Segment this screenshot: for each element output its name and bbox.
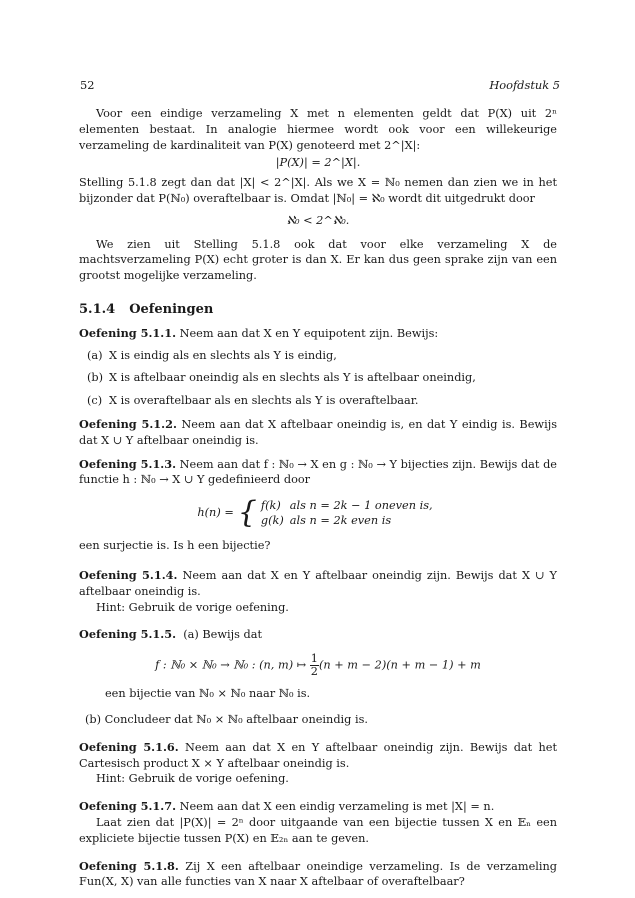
exercise-text: Neem aan dat X aftelbaar oneindig is, en dat Y eindig is. Bewijs dat X ∪ Y aftelbaar oneindig is. xyxy=(79,417,558,447)
exercise-5-1-1 xyxy=(79,326,557,409)
fraction-numerator: 1 xyxy=(310,652,318,666)
section-heading xyxy=(79,302,557,318)
exercise-text: Neem aan dat f : ℕ₀ → X en g : ℕ₀ → Y bijecties zijn. Bewijs dat de functie h : ℕ₀ → X ∪ Y gedefinieerd door xyxy=(79,457,557,487)
exercise-text-continued: Laat zien dat |P(X)| = 2ⁿ door uitgaande van een bijectie tussen X en 𝔼ₙ een expliciete bijectie tussen P(X) en 𝔼₂ₙ aan te geven. xyxy=(79,815,557,845)
exercise-hint: Hint: Gebruik de vorige oefening. xyxy=(96,772,289,786)
list-item xyxy=(87,393,557,409)
exercise-5-1-4 xyxy=(79,568,557,615)
sub-label-a: (a) xyxy=(183,628,199,642)
equation-aleph: ℵ₀ < 2^ℵ₀. xyxy=(286,213,350,227)
bijection-formula xyxy=(79,653,557,678)
exercise-5-1-8 xyxy=(79,859,557,891)
exercise-text: Neem aan dat X en Y equipotent zijn. Bewijs: xyxy=(179,326,439,340)
item-text: X is overaftelbaar als en slechts als Y is overaftelbaar. xyxy=(109,394,419,408)
exercise-text: Neem aan dat X en Y aftelbaar oneindig zijn. Bewijs dat X ∪ Y aftelbaar oneindig is. xyxy=(79,568,557,598)
equation-cardinality: |P(X)| = 2^|X|. xyxy=(275,156,361,170)
intro-paragraph-1: Voor een eindige verzameling X met n elementen geldt dat P(X) uit 2ⁿ elementen bestaat. In analogie hiermee wordt ook voor een willekeurige verzameling de kardinaliteit van P(X) genoteerd met 2^|X|: xyxy=(79,107,557,152)
case-1-value: f(k) xyxy=(260,499,281,513)
exercise-5-1-7 xyxy=(79,799,557,846)
exercise-5-1-3 xyxy=(79,457,557,554)
exercise-label: Oefening 5.1.8. xyxy=(79,858,179,873)
section-title: Oefeningen xyxy=(129,301,214,317)
exercise-label: Oefening 5.1.1. xyxy=(79,325,177,340)
list-item xyxy=(87,348,557,364)
page-number: 52 xyxy=(80,78,95,92)
sub-label-b: (b) xyxy=(85,712,102,726)
sub-text-b: Concludeer dat ℕ₀ × ℕ₀ aftelbaar oneindig is. xyxy=(104,712,368,726)
exercise-text: Neem aan dat X en Y aftelbaar oneindig zijn. Bewijs dat het Cartesisch product X × Y aftelbaar oneindig is. xyxy=(79,740,558,770)
exercise-label: Oefening 5.1.7. xyxy=(79,799,177,814)
exercise-hint: Hint: Gebruik de vorige oefening. xyxy=(96,600,289,614)
page-body xyxy=(79,106,557,890)
left-brace: { xyxy=(237,495,257,531)
piecewise-lhs: h(n) = xyxy=(197,506,234,520)
formula-right: (n + m − 2)(n + m − 1) + m xyxy=(318,658,481,672)
fraction-denominator: 2 xyxy=(310,665,318,679)
exercise-text: Zij X een aftelbaar oneindige verzameling. Is de verzameling Fun(X, X) van alle functies van X naar X aftelbaar of overaftelbaar? xyxy=(79,859,557,889)
exercise-label: Oefening 5.1.4. xyxy=(79,567,178,582)
sub-text-a: Bewijs dat xyxy=(202,628,263,642)
cases-table xyxy=(261,498,439,528)
exercise-items xyxy=(87,348,557,409)
exercise-label: Oefening 5.1.3. xyxy=(79,456,177,471)
item-text: X is eindig als en slechts als Y is eindig, xyxy=(109,348,337,362)
exercise-label: Oefening 5.1.6. xyxy=(79,739,179,754)
intro-paragraph-3: We zien uit Stelling 5.1.8 ook dat voor elke verzameling X de machtsverzameling P(X) echt groter is dan X. Er kan dus geen sprake zijn van een grootst mogelijke verzameling. xyxy=(79,237,557,283)
case-2-condition: als n = 2k even is xyxy=(289,514,392,528)
exercise-followup: een surjectie is. Is h een bijectie? xyxy=(79,539,271,553)
item-label: (a) xyxy=(87,348,103,362)
section-number: 5.1.4 xyxy=(79,301,116,317)
chapter-title: Hoofdstuk 5 xyxy=(489,78,560,92)
exercise-5-1-2 xyxy=(79,417,557,449)
list-item xyxy=(87,370,557,386)
item-label: (c) xyxy=(87,394,103,408)
piecewise-definition xyxy=(79,495,557,531)
exercise-label: Oefening 5.1.5. xyxy=(79,627,177,642)
exercise-text: Neem aan dat X een eindig verzameling is met |X| = n. xyxy=(179,800,495,814)
sub-b xyxy=(79,712,557,728)
formula-left: f : ℕ₀ × ℕ₀ → ℕ₀ : (n, m) ↦ xyxy=(155,658,307,672)
fraction-half xyxy=(310,653,319,678)
exercise-label: Oefening 5.1.2. xyxy=(79,416,177,431)
item-text: X is aftelbaar oneindig als en slechts als Y is aftelbaar oneindig, xyxy=(109,371,476,385)
exercise-5-1-6 xyxy=(79,740,557,787)
intro-paragraph-2: Stelling 5.1.8 zegt dan dat |X| < 2^|X|. Als we X = ℕ₀ nemen dan zien we in het bijzonder dat P(ℕ₀) overaftelbaar is. Omdat |ℕ₀| = ℵ₀ wordt dit uitgedrukt door xyxy=(79,176,557,205)
exercise-5-1-5 xyxy=(79,627,557,727)
case-1-condition: als n = 2k − 1 oneven is, xyxy=(289,499,433,513)
sub-a-followup: een bijectie van ℕ₀ × ℕ₀ naar ℕ₀ is. xyxy=(105,687,311,701)
case-2-value: g(k) xyxy=(260,514,284,528)
item-label: (b) xyxy=(87,371,104,385)
